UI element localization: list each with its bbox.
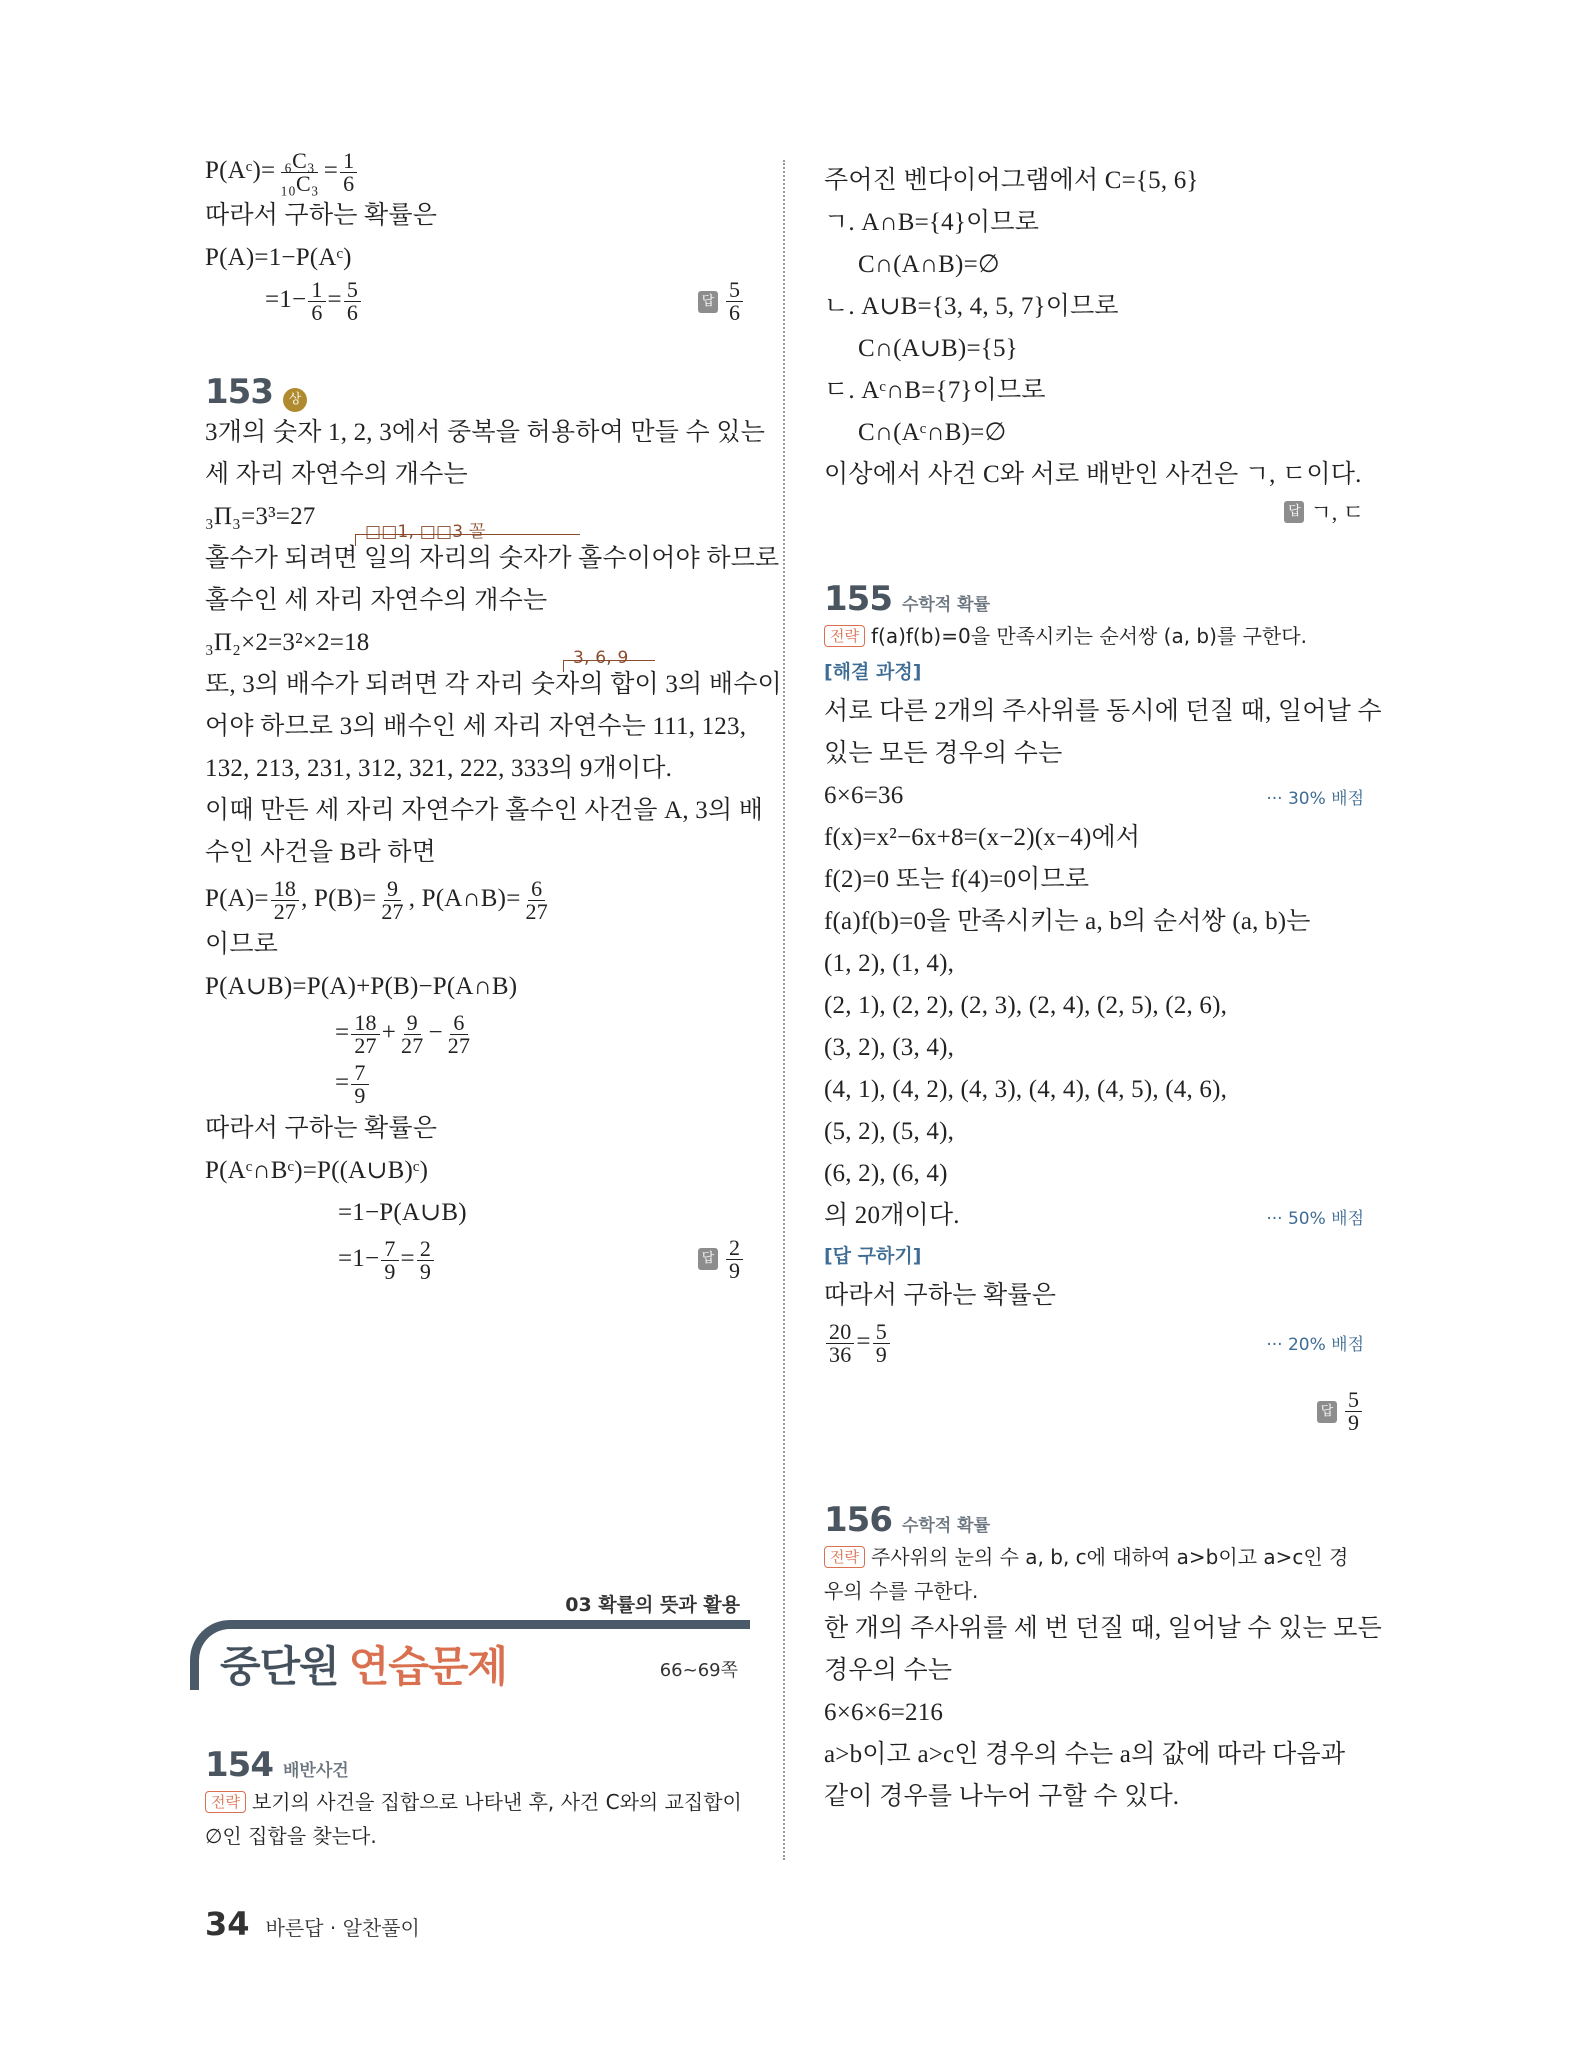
score-label: ··· 20% 배점 [1266,1334,1364,1355]
ordered-pairs-line: (2, 1), (2, 2), (2, 3), (2, 4), (2, 5), (2, 6), [824,992,1228,1019]
problem-number: 153 [205,372,273,412]
fraction: $\frac{18}{27}$ [271,878,299,923]
page-range: 66~69쪽 [659,1660,738,1681]
strategy-line: ∅인 집합을 찾는다. [205,1824,377,1848]
left-column [205,148,782,1284]
annotation: 3, 6, 9 [563,672,655,673]
expression-line: C∩(A∩B)=∅ [858,251,1000,278]
fraction: $\frac{5}{6}$ [344,279,361,324]
text-line: 따라서 구하는 확률은 [824,1282,1057,1309]
text-line: 있는 모든 경우의 수는 [824,740,1063,767]
fraction: $\frac{1}{6}$ [308,279,325,324]
score-row [824,1317,1364,1367]
expression-line: f(a)f(b)=0을 만족시키는 a, b의 순서쌍 (a, b)는 [824,908,1311,935]
fraction: $\frac{5}{6}$ [726,279,743,324]
text-line: 따라서 구하는 확률은 [205,1115,438,1142]
annotation: □□1, □□3 꼴 [355,546,580,547]
text-line: 132, 213, 231, 312, 321, 222, 333의 9개이다. [205,755,673,782]
fraction: $\frac{7}{9}$ [381,1238,398,1283]
ordered-pairs-line: (3, 2), (3, 4), [824,1034,955,1061]
answer-row [824,1389,1364,1434]
expression-line: P(A∪B)=P(A)+P(B)−P(A∩B) [205,973,518,1000]
strategy-badge: 전략 [824,625,865,647]
strategy-line: 전략 보기의 사건을 집합으로 나타낸 후, 사건 C와의 교집합이 [205,1785,750,1819]
fraction: $\frac{9}{27}$ [401,1009,424,1058]
answer-icon: 답 [698,291,718,313]
problem-number: 155 [824,579,892,619]
text-line-annotated: 또, 3의 배수가 되려면 각 자리 숫자의 합이 3의 배수이 3, 6, 9 [205,648,782,698]
text-line: 따라서 구하는 확률은 [205,202,438,229]
probabilities-line: P(A)= $\frac{18}{27}$ , P(B)= $\frac{9}{27}$ , P(A∩B)= $\frac{6}{27}$ [205,874,745,924]
problem-header [824,579,1364,619]
expression-line: = $\frac{7}{9}$ [205,1058,745,1108]
answer-row [824,496,1364,527]
problem-154 [205,1735,750,1853]
answer-icon: 답 [698,1248,718,1270]
step-heading: [해결 과정] [824,661,922,683]
difficulty-badge: 상 [283,388,307,412]
final-answer: 답 ㄱ, ㄷ [1284,496,1364,527]
fraction: $\frac{20}{36}$ [826,1321,854,1366]
text-line: 한 개의 주사위를 세 번 던질 때, 일어날 수 있는 모든 [824,1615,1382,1642]
fraction: $\frac{\text{₆C₃}}{\text{₁₀C₃}}$ [280,148,319,196]
text-line: 어야 하므로 3의 배수인 세 자리 자연수는 111, 123, [205,713,747,740]
problem-tag: 수학적 확률 [901,1516,991,1536]
fraction: $\frac{5}{9}$ [873,1321,890,1366]
text-line: 이상에서 사건 C와 서로 배반인 사건은 ㄱ, ㄷ이다. [824,461,1362,488]
ordered-pairs-line: (4, 1), (4, 2), (4, 3), (4, 4), (4, 5), (4, 6), [824,1076,1228,1103]
chapter-title: 03 확률의 뜻과 활용 [565,1594,740,1616]
complement-probability-line: P(Aᶜ)= $\frac{\text{₆C₃}}{\text{₁₀C₃}}$ = $\frac{1}{6}$ [205,150,745,195]
expression-line: f(x)=x²−6x+8=(x−2)(x−4)에서 [824,824,1141,851]
expression-line: C∩(A∪B)={5} [858,335,1018,362]
fraction: $\frac{1}{6}$ [340,150,357,195]
text-line: 세 자리 자연수의 개수는 [205,461,468,488]
column-divider [783,160,785,1860]
section-banner [190,1590,750,1700]
expression-line: =1− $\frac{7}{9}$ = $\frac{2}{9}$ [205,1234,436,1284]
problem-header [205,372,745,412]
answer-icon: 답 [1284,501,1304,523]
fraction: $\frac{5}{9}$ [1345,1389,1362,1434]
text-line: 주어진 벤다이어그램에서 C={5, 6} [824,167,1199,194]
text-line: 수인 사건을 B라 하면 [205,839,437,866]
problem-header [824,1500,1364,1540]
banner-title: 중단원 연습문제 [220,1642,508,1691]
step-heading: [답 구하기] [824,1245,922,1267]
strategy-badge: 전략 [824,1546,865,1568]
problem-number: 156 [824,1500,892,1540]
problem-number: 154 [205,1745,273,1785]
fraction: $\frac{9}{27}$ [381,875,404,924]
problem-tag: 수학적 확률 [901,595,991,615]
answer-icon: 답 [1317,1401,1337,1423]
text-line: ㄷ. Aᶜ∩B={7}이므로 [824,377,1046,404]
expression-line: f(2)=0 또는 f(4)=0이므로 [824,866,1090,893]
ordered-pairs-line: (1, 2), (1, 4), [824,950,955,977]
fraction: $\frac{2}{9}$ [726,1237,743,1282]
fraction: $\frac{7}{9}$ [351,1062,368,1107]
expression-line: 6×6×6=216 [824,1699,944,1726]
expression-line: ₃Π₂×2=3²×2=18 [205,629,370,656]
answer-row [205,279,745,324]
text-line: ㄴ. A∪B={3, 4, 5, 7}이므로 [824,293,1119,320]
fraction: $\frac{2}{9}$ [417,1238,434,1283]
text-line: ㄱ. A∩B={4}이므로 [824,209,1040,236]
problem-tag: 배반사건 [282,1761,349,1781]
book-title: 바른답 · 알찬풀이 [265,1916,420,1940]
right-column [824,160,1382,1818]
expression-line: ₃Π₃=3³=27 [205,503,316,530]
fraction: $\frac{6}{27}$ [447,1009,471,1058]
answer-row [205,1234,745,1284]
ordered-pairs-line: (5, 2), (5, 4), [824,1118,955,1145]
strategy-line: 전략 주사위의 눈의 수 a, b, c에 대하여 a>b이고 a>c인 경 [824,1540,1364,1574]
expression-line: =1− $\frac{1}{6}$ = $\frac{5}{6}$ [205,279,363,324]
text-line: 경우의 수는 [824,1657,953,1684]
final-answer [698,1234,745,1283]
page-number: 34 [205,1905,250,1943]
text-line: 홀수인 세 자리 자연수의 개수는 [205,587,548,614]
text-line: 이므로 [205,931,279,958]
page-footer [205,1905,420,1943]
expression-line: = $\frac{18}{27}$ + $\frac{9}{27}$ − $\frac{6}{27}$ [205,1008,745,1058]
fraction: $\frac{6}{27}$ [525,875,548,924]
strategy-line: 우의 수를 구한다. [824,1579,979,1603]
text-line: 서로 다른 2개의 주사위를 동시에 던질 때, 일어날 수 [824,698,1382,725]
text-line: 이때 만든 세 자리 자연수가 홀수인 사건을 A, 3의 배 [205,797,764,824]
score-row [824,1195,1364,1237]
text-line-annotated: 홀수가 되려면 일의 자리의 숫자가 홀수이어야 하므로 □□1, □□3 꼴 [205,522,780,572]
score-row [824,775,1364,817]
fraction: $\frac{18}{27}$ [351,1012,379,1057]
ordered-pairs-line: (6, 2), (6, 4) [824,1160,948,1187]
strategy-line: 전략 f(a)f(b)=0을 만족시키는 순서쌍 (a, b)를 구한다. [824,619,1364,653]
expression-line: $\frac{20}{36}$ = $\frac{5}{9}$ [824,1317,892,1367]
expression-text: P(Aᶜ)= [205,157,276,185]
expression-line: P(A)=1−P(Aᶜ) [205,244,352,271]
expression-line: 6×6=36 [824,782,904,809]
text-line: 3개의 숫자 1, 2, 3에서 중복을 허용하여 만들 수 있는 [205,419,766,446]
text-line: 같이 경우를 나누어 구할 수 있다. [824,1783,1180,1810]
score-label: ··· 30% 배점 [1266,788,1364,809]
expression-line: =1−P(A∪B) [338,1199,467,1226]
text-line: a>b이고 a>c인 경우의 수는 a의 값에 따라 다음과 [824,1741,1346,1768]
score-label: ··· 50% 배점 [1266,1208,1364,1229]
text-line: 의 20개이다. [824,1202,960,1229]
expression-line: C∩(Aᶜ∩B)=∅ [858,419,1007,446]
problem-header [205,1745,750,1785]
final-answer [1317,1389,1364,1434]
final-answer [698,279,745,324]
strategy-badge: 전략 [205,1791,246,1813]
expression-line: P(Aᶜ∩Bᶜ)=P((A∪B)ᶜ) [205,1157,429,1184]
